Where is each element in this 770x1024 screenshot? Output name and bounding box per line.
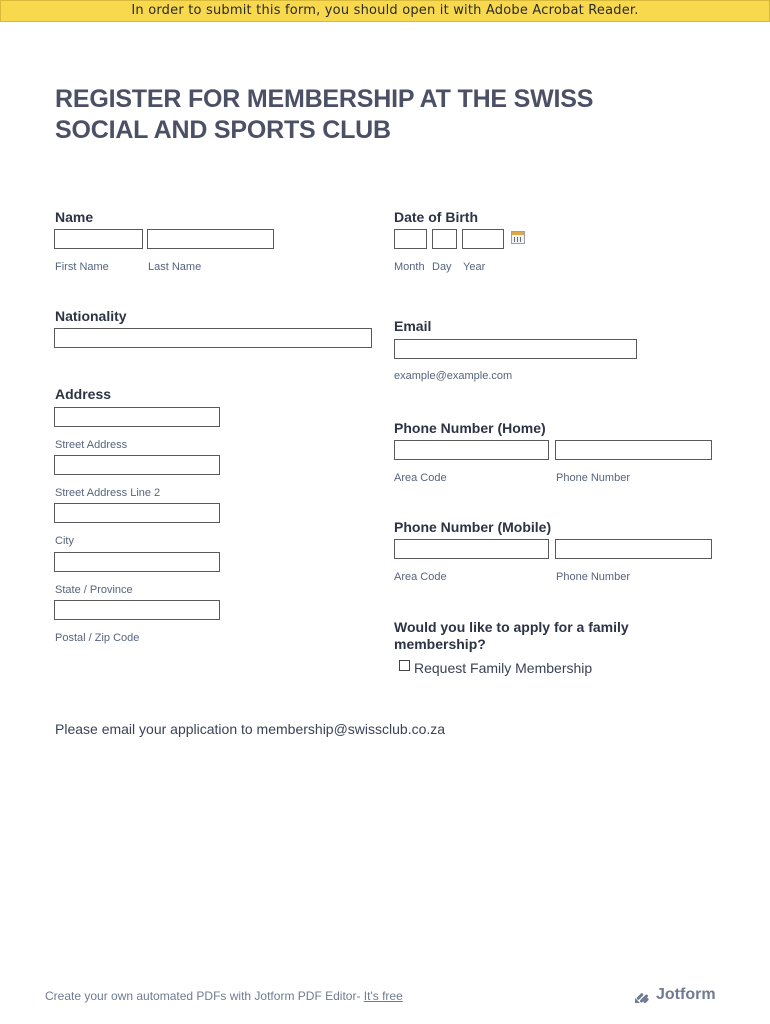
email-input[interactable] [394,339,637,359]
submission-instructions: Please email your application to membership@swissclub.co.za [55,721,446,737]
phone-mobile-label: Phone Number (Mobile) [394,519,552,535]
street-address-line2-input[interactable] [54,455,220,475]
phone-home-number-caption: Phone Number [556,472,630,484]
jotform-wordmark: Jotform [656,986,716,1003]
phone-mobile-number-input[interactable] [555,539,712,559]
state-province-caption: State / Province [55,584,133,596]
address-label: Address [55,386,112,402]
dob-day-input[interactable] [432,229,457,249]
email-hint: example@example.com [394,370,513,382]
nationality-label: Nationality [55,308,127,324]
city-caption: City [55,535,74,547]
street-address-input[interactable] [54,407,220,427]
dob-year-input[interactable] [462,229,504,249]
jotform-logo-icon [634,986,652,1004]
acrobat-notice-banner: In order to submit this form, you should open it with Adobe Acrobat Reader. [0,0,770,22]
form-title: REGISTER FOR MEMBERSHIP AT THE SWISS SOCIAL AND SPORTS CLUB [55,85,594,144]
name-label: Name [55,209,94,225]
last-name-caption: Last Name [148,261,202,273]
dob-label: Date of Birth [394,209,478,225]
street-address-line2-caption: Street Address Line 2 [55,487,161,499]
postal-code-caption: Postal / Zip Code [55,632,140,644]
jotform-logo[interactable] [634,985,724,1005]
dob-day-caption: Day [432,261,452,273]
email-label: Email [394,318,432,334]
dob-year-caption: Year [463,261,486,273]
nationality-input[interactable] [54,328,372,348]
state-province-input[interactable] [54,552,220,572]
postal-code-input[interactable] [54,600,220,620]
family-membership-option-label[interactable]: Request Family Membership [414,660,593,676]
phone-home-area-caption: Area Code [394,472,447,484]
phone-home-number-input[interactable] [555,440,712,460]
phone-home-area-input[interactable] [394,440,549,460]
phone-mobile-area-input[interactable] [394,539,549,559]
family-membership-question: Would you like to apply for a family membership? [394,619,629,652]
first-name-input[interactable] [54,229,143,249]
phone-mobile-area-caption: Area Code [394,571,447,583]
calendar-icon[interactable] [511,231,525,244]
footer-promo [45,989,403,1003]
last-name-input[interactable] [147,229,274,249]
city-input[interactable] [54,503,220,523]
phone-home-label: Phone Number (Home) [394,420,546,436]
street-address-caption: Street Address [55,439,128,451]
family-membership-checkbox[interactable] [399,660,410,671]
footer-promo-text: Create your own automated PDFs with Jotform PDF Editor- [45,989,364,1003]
phone-mobile-number-caption: Phone Number [556,571,630,583]
footer-link[interactable]: It's free [363,989,403,1003]
dob-month-caption: Month [394,261,425,273]
first-name-caption: First Name [55,261,109,273]
dob-month-input[interactable] [394,229,427,249]
